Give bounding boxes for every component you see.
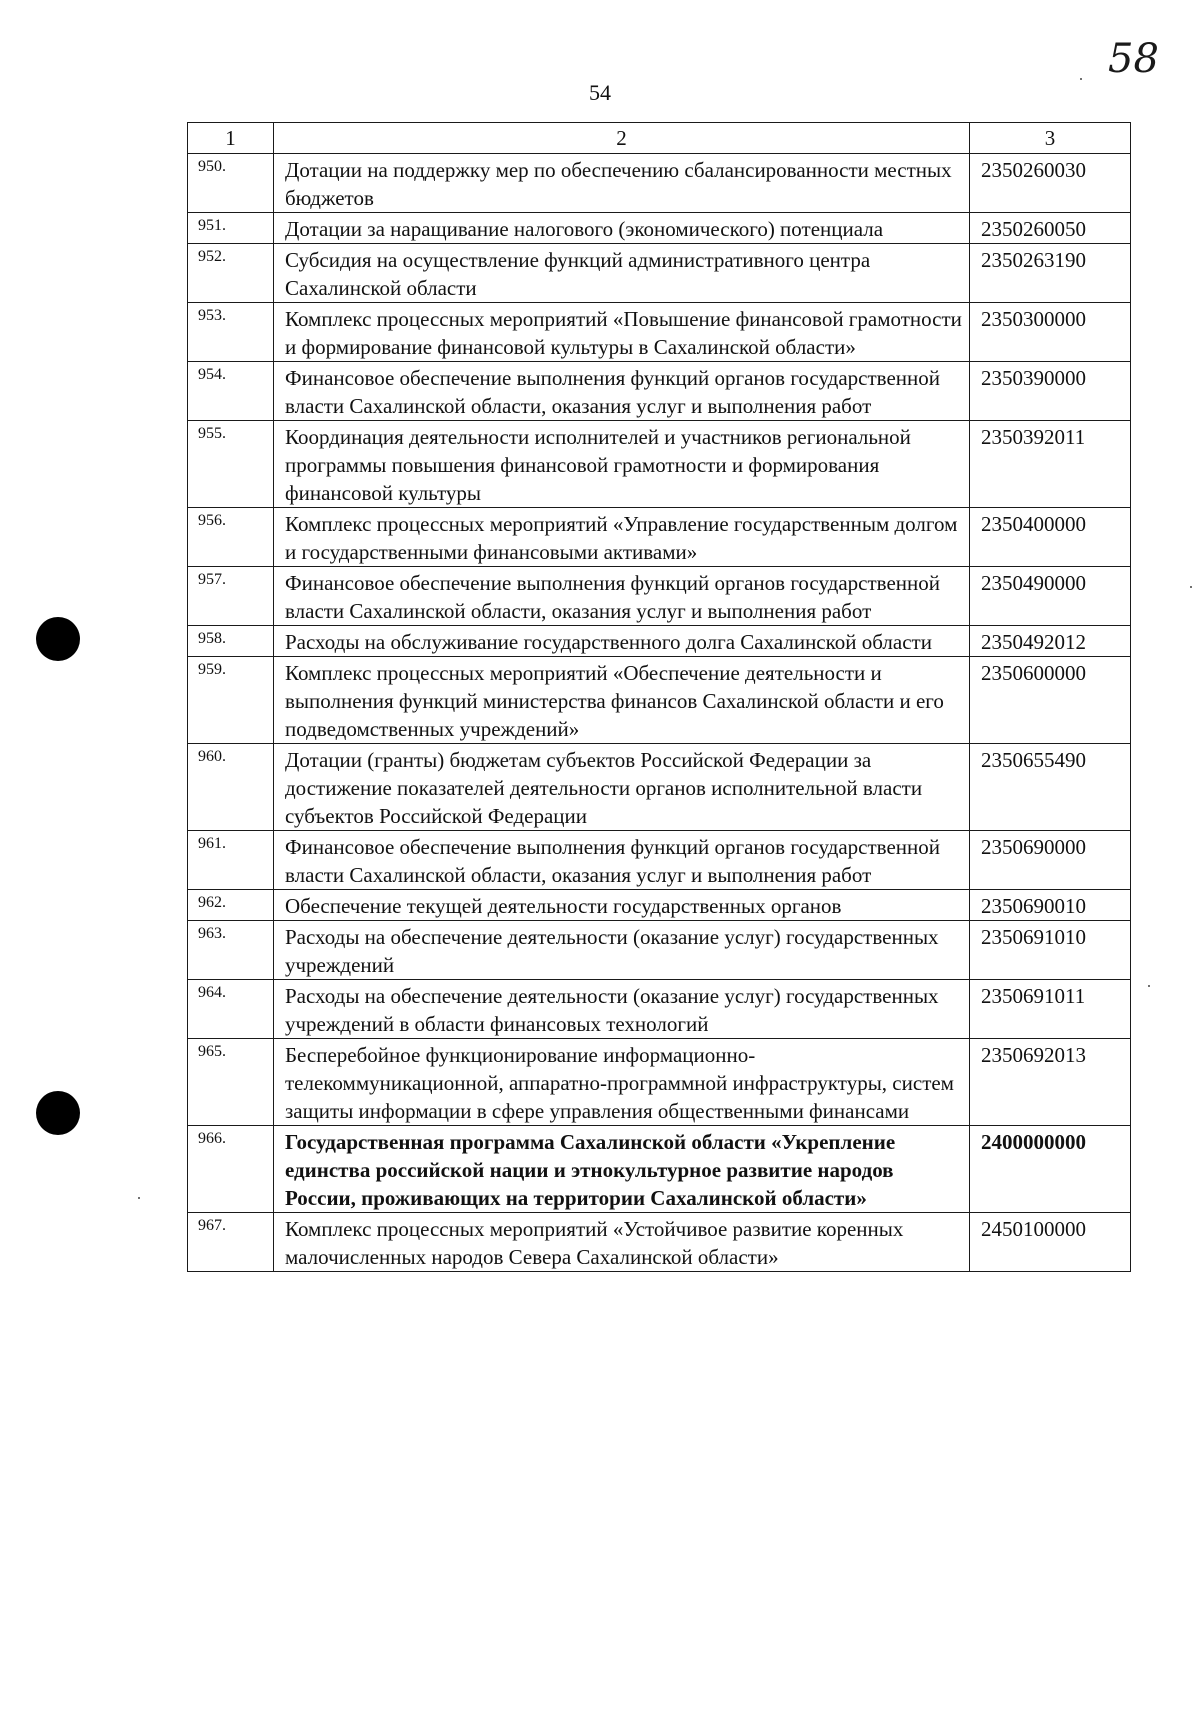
row-code: 2350260050 (970, 213, 1131, 244)
row-name: Обеспечение текущей деятельности государственных органов (274, 890, 970, 921)
table-row (188, 1213, 1131, 1272)
row-name: Координация деятельности исполнителей и участников региональной программы повышения финансовой грамотности и формирования финансовой культуры (274, 421, 970, 508)
table-row (188, 421, 1131, 508)
row-name: Финансовое обеспечение выполнения функций органов государственной власти Сахалинской области, оказания услуг и выполнения работ (274, 362, 970, 421)
row-name: Расходы на обеспечение деятельности (оказание услуг) государственных учреждений (274, 921, 970, 980)
row-number: 952. (188, 244, 274, 303)
row-number: 956. (188, 508, 274, 567)
table-row (188, 362, 1131, 421)
row-code: 2350692013 (970, 1039, 1131, 1126)
row-name: Расходы на обеспечение деятельности (оказание услуг) государственных учреждений в области финансовых технологий (274, 980, 970, 1039)
row-name: Комплекс процессных мероприятий «Обеспечение деятельности и выполнения функций министерства финансов Сахалинской области и его подведомственных учреждений» (274, 657, 970, 744)
row-code: 2350690010 (970, 890, 1131, 921)
table-row (188, 744, 1131, 831)
row-number: 951. (188, 213, 274, 244)
table-row (188, 1039, 1131, 1126)
row-number: 955. (188, 421, 274, 508)
row-code: 2350263190 (970, 244, 1131, 303)
table-row (188, 657, 1131, 744)
row-name: Субсидия на осуществление функций административного центра Сахалинской области (274, 244, 970, 303)
row-number: 954. (188, 362, 274, 421)
row-code: 2350260030 (970, 154, 1131, 213)
column-header: 2 (274, 123, 970, 154)
row-name: Комплекс процессных мероприятий «Управление государственным долгом и государственными финансовыми активами» (274, 508, 970, 567)
table-row (188, 154, 1131, 213)
row-code: 2400000000 (970, 1126, 1131, 1213)
scan-speck (1080, 78, 1082, 80)
row-number: 965. (188, 1039, 274, 1126)
table-row (188, 626, 1131, 657)
row-name: Бесперебойное функционирование информационно-телекоммуникационной, аппаратно-программной инфраструктуры, систем защиты информации в сфере управления общественными финансами (274, 1039, 970, 1126)
row-name: Дотации на поддержку мер по обеспечению сбалансированности местных бюджетов (274, 154, 970, 213)
row-code: 2350655490 (970, 744, 1131, 831)
table-row (188, 890, 1131, 921)
table-row (188, 921, 1131, 980)
row-name: Дотации (гранты) бюджетам субъектов Российской Федерации за достижение показателей деятельности органов исполнительной власти субъектов Российской Федерации (274, 744, 970, 831)
punch-hole (36, 617, 80, 661)
row-name: Финансовое обеспечение выполнения функций органов государственной власти Сахалинской области, оказания услуг и выполнения работ (274, 567, 970, 626)
row-name: Дотации за наращивание налогового (экономического) потенциала (274, 213, 970, 244)
table-body (188, 123, 1131, 1272)
row-code: 2350600000 (970, 657, 1131, 744)
row-code: 2350300000 (970, 303, 1131, 362)
row-number: 959. (188, 657, 274, 744)
row-code: 2350392011 (970, 421, 1131, 508)
row-code: 2350490000 (970, 567, 1131, 626)
scan-speck (138, 1197, 140, 1199)
table-row (188, 831, 1131, 890)
row-number: 961. (188, 831, 274, 890)
table-row (188, 213, 1131, 244)
page-number: 54 (589, 80, 611, 105)
row-number: 964. (188, 980, 274, 1039)
row-number: 953. (188, 303, 274, 362)
handwritten-page-number: 58 (1108, 36, 1159, 82)
table-header-row (188, 123, 1131, 154)
table-row (188, 567, 1131, 626)
row-number: 960. (188, 744, 274, 831)
row-number: 958. (188, 626, 274, 657)
table-row (188, 508, 1131, 567)
row-number: 950. (188, 154, 274, 213)
row-number: 962. (188, 890, 274, 921)
column-header: 3 (970, 123, 1131, 154)
table-row (188, 980, 1131, 1039)
row-number: 967. (188, 1213, 274, 1272)
row-code: 2350492012 (970, 626, 1131, 657)
row-code: 2350691010 (970, 921, 1131, 980)
punch-hole (36, 1091, 80, 1135)
scan-speck (1190, 586, 1192, 588)
row-name: Комплекс процессных мероприятий «Устойчивое развитие коренных малочисленных народов Севера Сахалинской области» (274, 1213, 970, 1272)
row-code: 2350390000 (970, 362, 1131, 421)
row-name: Расходы на обслуживание государственного долга Сахалинской области (274, 626, 970, 657)
table-row (188, 1126, 1131, 1213)
table-row (188, 303, 1131, 362)
row-code: 2350690000 (970, 831, 1131, 890)
column-header: 1 (188, 123, 274, 154)
row-name: Комплекс процессных мероприятий «Повышение финансовой грамотности и формирование финансовой культуры в Сахалинской области» (274, 303, 970, 362)
row-code: 2450100000 (970, 1213, 1131, 1272)
classification-table (187, 122, 1131, 1272)
scan-speck (1148, 985, 1150, 987)
row-number: 966. (188, 1126, 274, 1213)
row-code: 2350400000 (970, 508, 1131, 567)
row-name: Финансовое обеспечение выполнения функций органов государственной власти Сахалинской области, оказания услуг и выполнения работ (274, 831, 970, 890)
row-number: 957. (188, 567, 274, 626)
table-row (188, 244, 1131, 303)
row-code: 2350691011 (970, 980, 1131, 1039)
row-name: Государственная программа Сахалинской области «Укрепление единства российской нации и этнокультурное развитие народов России, проживающих на территории Сахалинской области» (274, 1126, 970, 1213)
row-number: 963. (188, 921, 274, 980)
